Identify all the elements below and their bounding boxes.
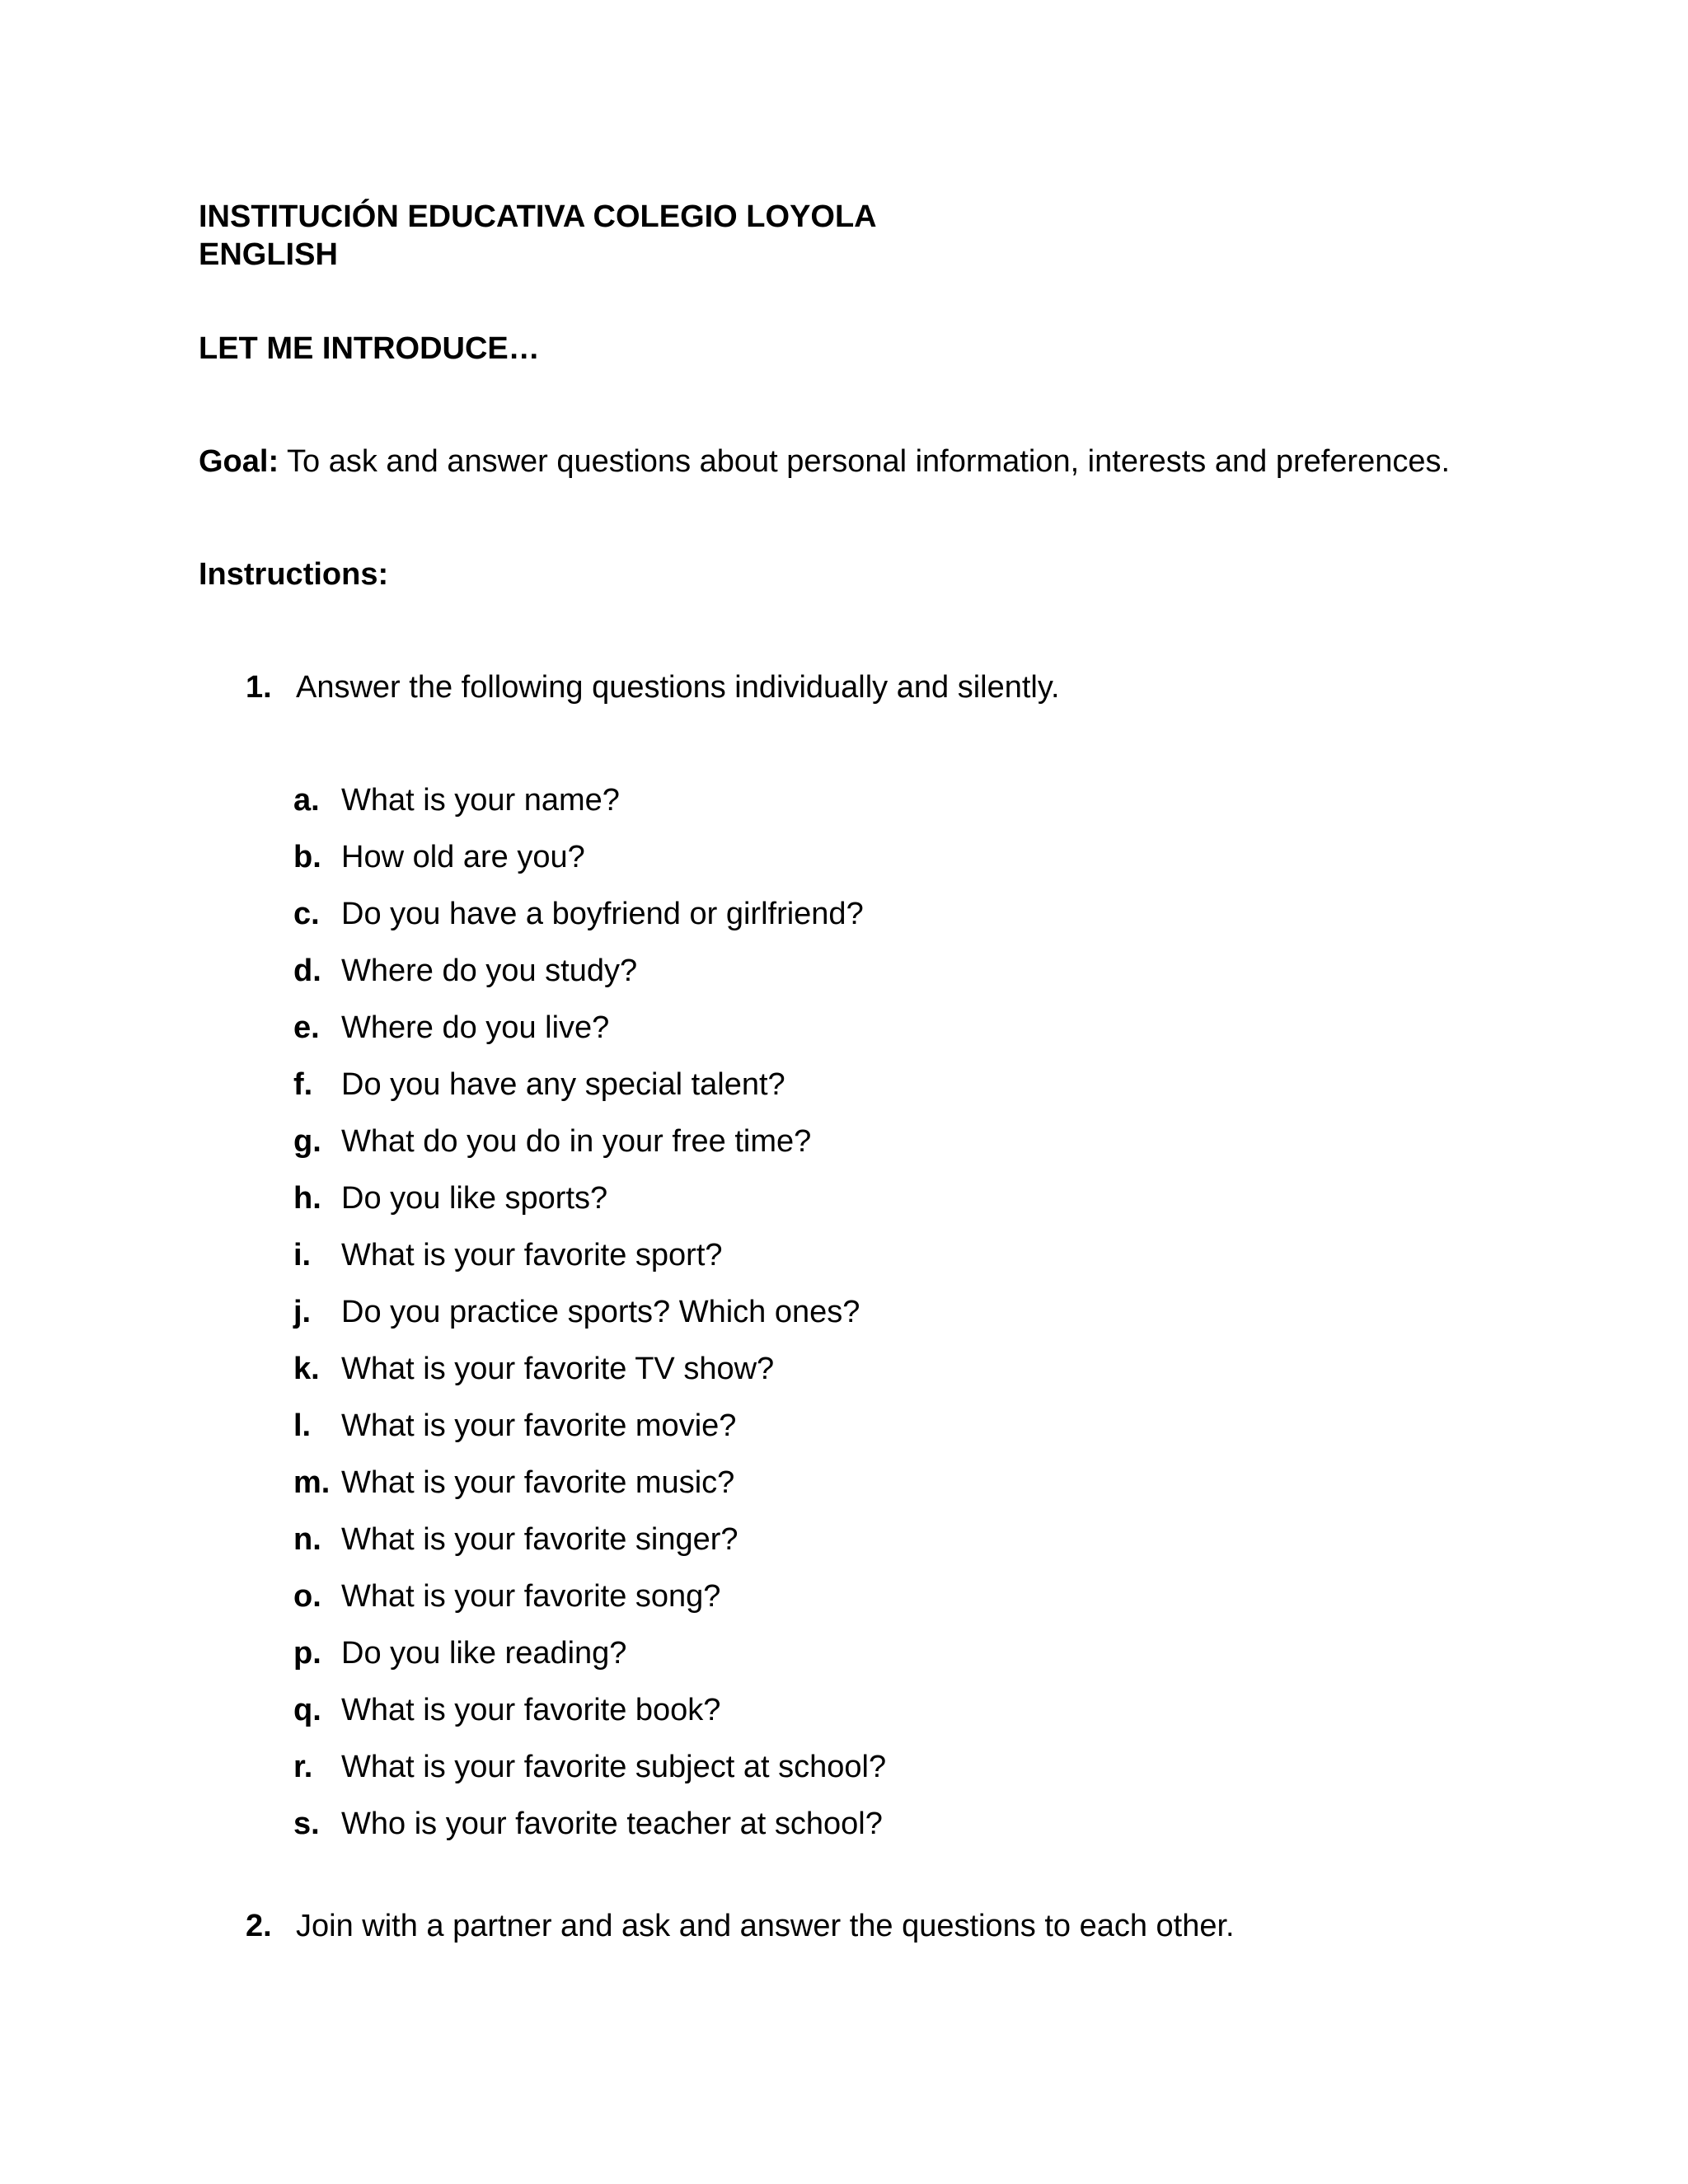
- question-letter: c.: [293, 897, 320, 931]
- step-text: Answer the following questions individually and silently.: [296, 670, 1060, 705]
- school-name: INSTITUCIÓN EDUCATIVA COLEGIO LOYOLA: [199, 199, 877, 234]
- question-text: What do you do in your free time?: [341, 1124, 812, 1159]
- question-text: What is your name?: [341, 783, 620, 818]
- question-text: What is your favorite song?: [341, 1579, 721, 1614]
- question-text: How old are you?: [341, 840, 585, 874]
- question-letter: p.: [293, 1636, 321, 1671]
- question-item: [293, 841, 886, 898]
- question-text: Do you have any special talent?: [341, 1067, 785, 1102]
- question-letter: k.: [293, 1352, 320, 1386]
- question-item: [293, 1126, 886, 1183]
- question-letter: a.: [293, 783, 320, 818]
- question-letter: j.: [293, 1295, 312, 1329]
- question-text: Where do you live?: [341, 1010, 610, 1045]
- question-list: [293, 785, 886, 1865]
- question-item: [293, 1069, 886, 1126]
- question-text: What is your favorite singer?: [341, 1522, 738, 1557]
- question-text: What is your favorite subject at school?: [341, 1750, 887, 1784]
- question-item: [293, 1524, 886, 1581]
- question-item: [293, 1467, 886, 1524]
- question-text: Do you have a boyfriend or girlfriend?: [341, 897, 864, 931]
- question-letter: q.: [293, 1693, 321, 1727]
- question-text: What is your favorite sport?: [341, 1238, 723, 1272]
- question-item: [293, 1353, 886, 1410]
- question-text: Do you like reading?: [341, 1636, 627, 1671]
- step-1: [246, 672, 1060, 703]
- question-item: [293, 1240, 886, 1296]
- goal-label: Goal:: [199, 444, 279, 479]
- question-letter: l.: [293, 1408, 312, 1443]
- question-letter: b.: [293, 840, 321, 874]
- question-text: What is your favorite TV show?: [341, 1352, 775, 1386]
- question-item: [293, 1581, 886, 1638]
- question-item: [293, 955, 886, 1012]
- question-item: [293, 785, 886, 841]
- question-letter: r.: [293, 1750, 313, 1784]
- question-letter: i.: [293, 1238, 312, 1272]
- question-text: Where do you study?: [341, 954, 638, 988]
- question-item: [293, 1296, 886, 1353]
- question-item: [293, 1012, 886, 1069]
- step-text: Join with a partner and ask and answer the questions to each other.: [296, 1909, 1235, 1943]
- question-letter: s.: [293, 1807, 320, 1841]
- step-2: [246, 1910, 1235, 1942]
- question-letter: n.: [293, 1522, 321, 1557]
- instructions-heading: Instructions:: [199, 557, 389, 592]
- worksheet-title: LET ME INTRODUCE…: [199, 331, 540, 366]
- step-number: 2.: [246, 1909, 272, 1943]
- question-text: Who is your favorite teacher at school?: [341, 1807, 883, 1841]
- subject-name: ENGLISH: [199, 237, 338, 272]
- question-letter: g.: [293, 1124, 321, 1159]
- question-letter: o.: [293, 1579, 321, 1614]
- question-letter: h.: [293, 1181, 321, 1216]
- step-number: 1.: [246, 670, 272, 705]
- question-text: Do you practice sports? Which ones?: [341, 1295, 860, 1329]
- question-item: [293, 898, 886, 955]
- goal-text: To ask and answer questions about personal information, interests and preferences.: [279, 444, 1451, 479]
- question-item: [293, 1638, 886, 1694]
- question-item: [293, 1808, 886, 1865]
- question-item: [293, 1410, 886, 1467]
- question-text: Do you like sports?: [341, 1181, 608, 1216]
- goal-line: [199, 446, 1450, 477]
- question-text: What is your favorite music?: [341, 1465, 735, 1500]
- question-item: [293, 1183, 886, 1240]
- question-letter: e.: [293, 1010, 320, 1045]
- question-letter: m.: [293, 1465, 331, 1500]
- question-letter: d.: [293, 954, 321, 988]
- question-text: What is your favorite movie?: [341, 1408, 737, 1443]
- question-text: What is your favorite book?: [341, 1693, 721, 1727]
- question-item: [293, 1694, 886, 1751]
- question-item: [293, 1751, 886, 1808]
- question-letter: f.: [293, 1067, 313, 1102]
